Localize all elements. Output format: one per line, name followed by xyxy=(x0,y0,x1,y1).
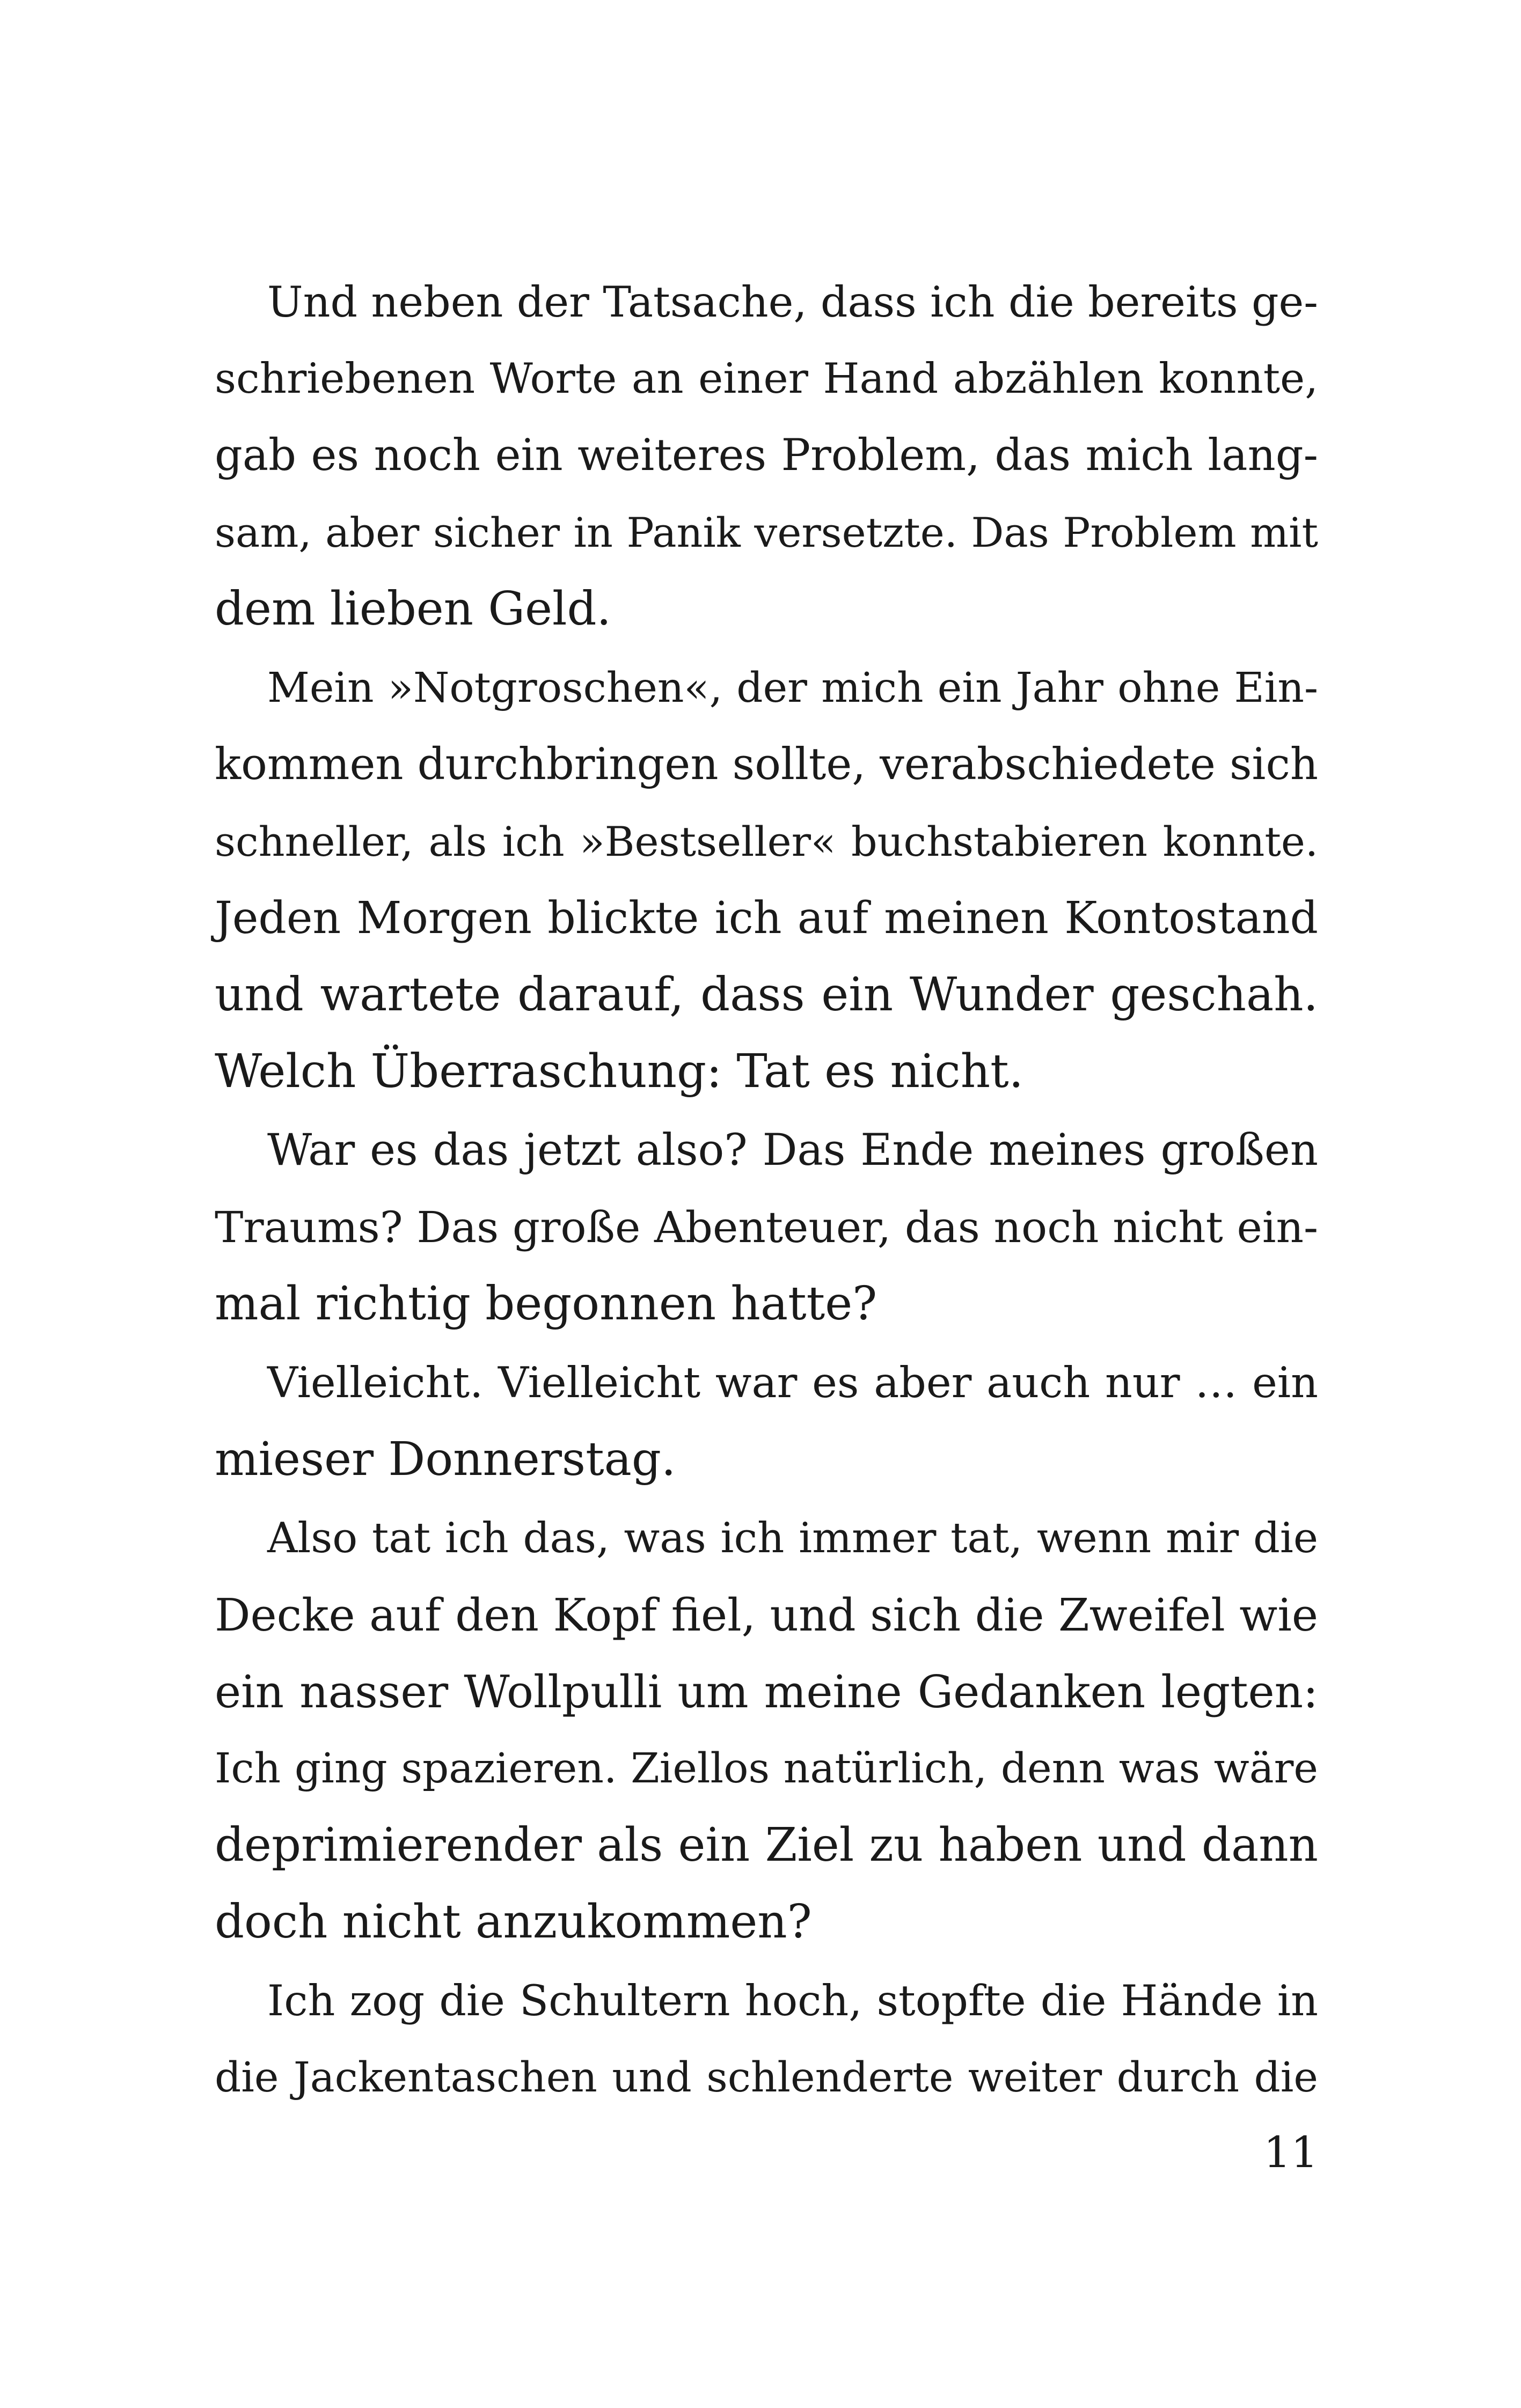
text-line: schneller, als ich »Bestseller« buchstabieren konnte. xyxy=(215,818,1318,865)
text-line: gab es noch ein weiteres Problem, das mich lang- xyxy=(215,430,1318,481)
text-line: Also tat ich das, was ich immer tat, wenn mir die xyxy=(267,1514,1318,1562)
paragraph xyxy=(215,1500,1318,1961)
text-line: doch nicht anzukommen? xyxy=(215,1895,812,1949)
text-line: sam, aber sicher in Panik versetzte. Das Problem mit xyxy=(215,509,1318,556)
text-line: schriebenen Worte an einer Hand abzählen konnte, xyxy=(215,355,1318,403)
text-line: Ich ging spazieren. Ziellos natürlich, denn was wäre xyxy=(215,1745,1318,1793)
paragraph xyxy=(215,650,1318,1110)
paragraph xyxy=(215,1345,1318,1498)
text-line: Decke auf den Kopf fiel, und sich die Zweifel wie xyxy=(215,1589,1318,1641)
text-line: War es das jetzt also? Das Ende meines großen xyxy=(267,1125,1318,1176)
text-line: die Jackentaschen und schlenderte weiter durch die xyxy=(215,2054,1318,2102)
text-line: Jeden Morgen blickte ich auf meinen Kontostand xyxy=(215,893,1318,944)
text-line: und wartete darauf, dass ein Wunder geschah. xyxy=(215,968,1318,1022)
text-line: ein nasser Wollpulli um meine Gedanken legten: xyxy=(215,1666,1318,1718)
text-line: Mein »Notgroschen«, der mich ein Jahr ohne Ein- xyxy=(267,664,1318,712)
text-line: Vielleicht. Vielleicht war es aber auch nur … ein xyxy=(267,1358,1318,1407)
text-line: mieser Donnerstag. xyxy=(215,1433,676,1486)
text-line: deprimierender als ein Ziel zu haben und dann xyxy=(215,1818,1318,1872)
text-line: Und neben der Tatsache, dass ich die bereits ge- xyxy=(267,277,1318,327)
paragraph xyxy=(215,1963,1318,2116)
text-line: mal richtig begonnen hatte? xyxy=(215,1277,878,1331)
text-line: Traums? Das große Abenteuer, das noch nicht ein- xyxy=(215,1202,1318,1252)
text-line: Ich zog die Schultern hoch, stopfte die Hände in xyxy=(267,1976,1318,2025)
text-line: kommen durchbringen sollte, verabschiedete sich xyxy=(215,739,1318,790)
paragraph xyxy=(215,264,1318,648)
paragraph xyxy=(215,1112,1318,1342)
body-text xyxy=(215,264,1318,2116)
page-number: 11 xyxy=(1263,2127,1318,2177)
text-line: Welch Überraschung: Tat es nicht. xyxy=(215,1045,1023,1098)
text-line: dem lieben Geld. xyxy=(215,582,611,636)
